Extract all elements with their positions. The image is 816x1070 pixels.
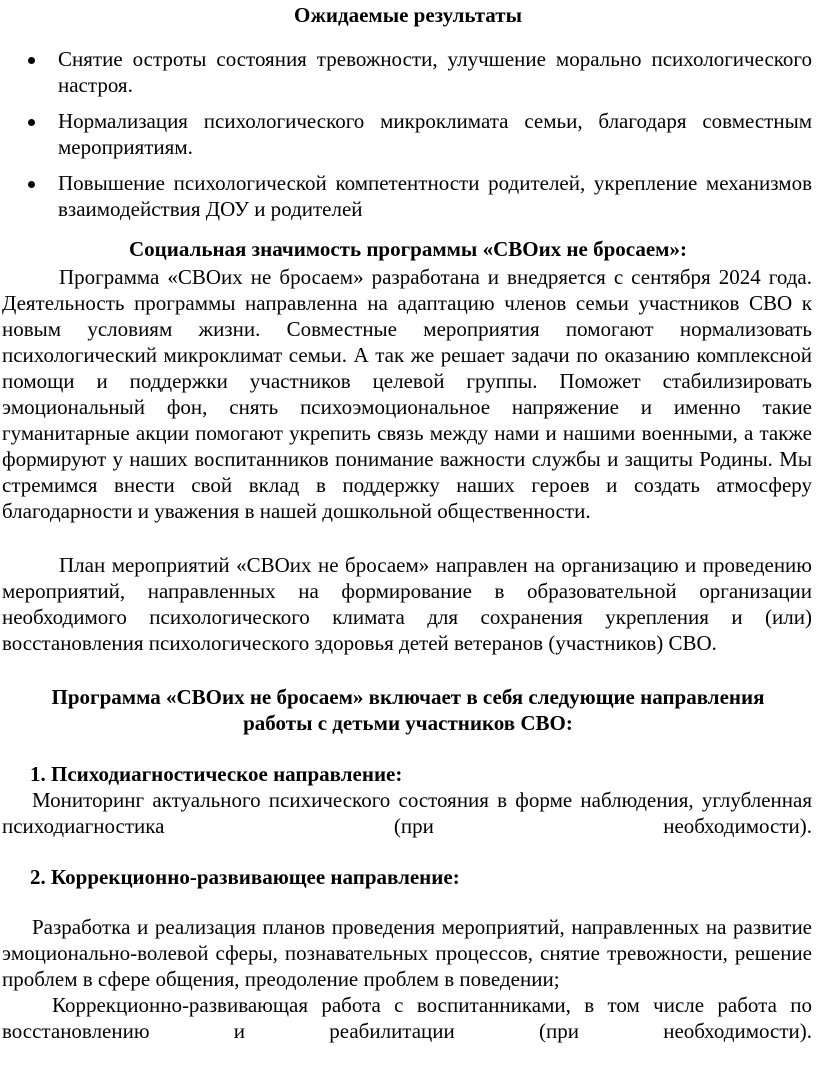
expected-results-list bbox=[0, 46, 816, 232]
direction-heading-psychodiagnostic: 1. Психодиагностическое направление: bbox=[30, 762, 403, 786]
expected-results-title: Ожидаемые результаты bbox=[294, 3, 522, 27]
direction-text-psychodiagnostic: Мониторинг актуального психического состояния в форме наблюдения, углубленная психодиагностика (при необходимости). bbox=[2, 788, 812, 838]
bullet-icon bbox=[28, 181, 35, 188]
social-significance-title: Социальная значимость программы «СВОих не бросаем»: bbox=[129, 237, 687, 261]
list-item bbox=[0, 46, 816, 98]
direction-heading-correctional: 2. Коррекционно-развивающее направление: bbox=[30, 865, 460, 889]
list-item bbox=[0, 108, 816, 160]
social-paragraph-2: План мероприятий «СВОих не бросаем» направлен на организацию и проведению мероприятий, направленных на формирование в образовательной организации необходимого психологического климата для сохранения укрепления и (или) восстановления психологического здоровья детей ветеранов (участников) СВО. bbox=[2, 553, 812, 655]
bullet-icon bbox=[28, 119, 35, 126]
list-item bbox=[0, 170, 816, 222]
social-paragraph-1: Программа «СВОих не бросаем» разработана и внедряется с сентября 2024 года. Деятельность программы направленна на адаптацию членов семьи участников СВО к новым условиям жизни. Совместные мероприятия помогают нормализовать психологический микроклимат семьи. А так же решает задачи по оказанию комплексной помощи и поддержки участников целевой группы. Поможет стабилизировать эмоциональный фон, снять психоэмоциональное напряжение и именно такие гуманитарные акции помогают укрепить связь между нами и нашими военными, а также формируют у наших воспитанников понимание важности службы и защиты Родины. Мы стремимся внести свой вклад в поддержку наших героев и создать атмосферу благодарности и уважения в нашей дошкольной общественности. bbox=[2, 265, 812, 523]
list-item-text: Нормализация психологического микроклимата семьи, благодаря совместным мероприятиям. bbox=[58, 109, 812, 159]
direction-text-correctional: Разработка и реализация планов проведения мероприятий, направленных на развитие эмоционально-волевой сферы, познавательных процессов, снятие тревожности, решение проблем в сфере общения, преодоление проблем в поведении; bbox=[2, 915, 812, 991]
direction-text-correctional-2: Коррекционно-развивающая работа с воспитанниками, в том числе работа по восстановлению и реабилитации (при необходимости). bbox=[2, 993, 812, 1043]
bullet-icon bbox=[28, 57, 35, 64]
list-item-text: Повышение психологической компетентности родителей, укрепление механизмов взаимодействия ДОУ и родителей bbox=[58, 171, 812, 221]
directions-title: Программа «СВОих не бросаем» включает в себя следующие направления работы с детьми участников СВО: bbox=[51, 685, 765, 735]
list-item-text: Снятие остроты состояния тревожности, улучшение морально психологического настроя. bbox=[58, 47, 812, 97]
